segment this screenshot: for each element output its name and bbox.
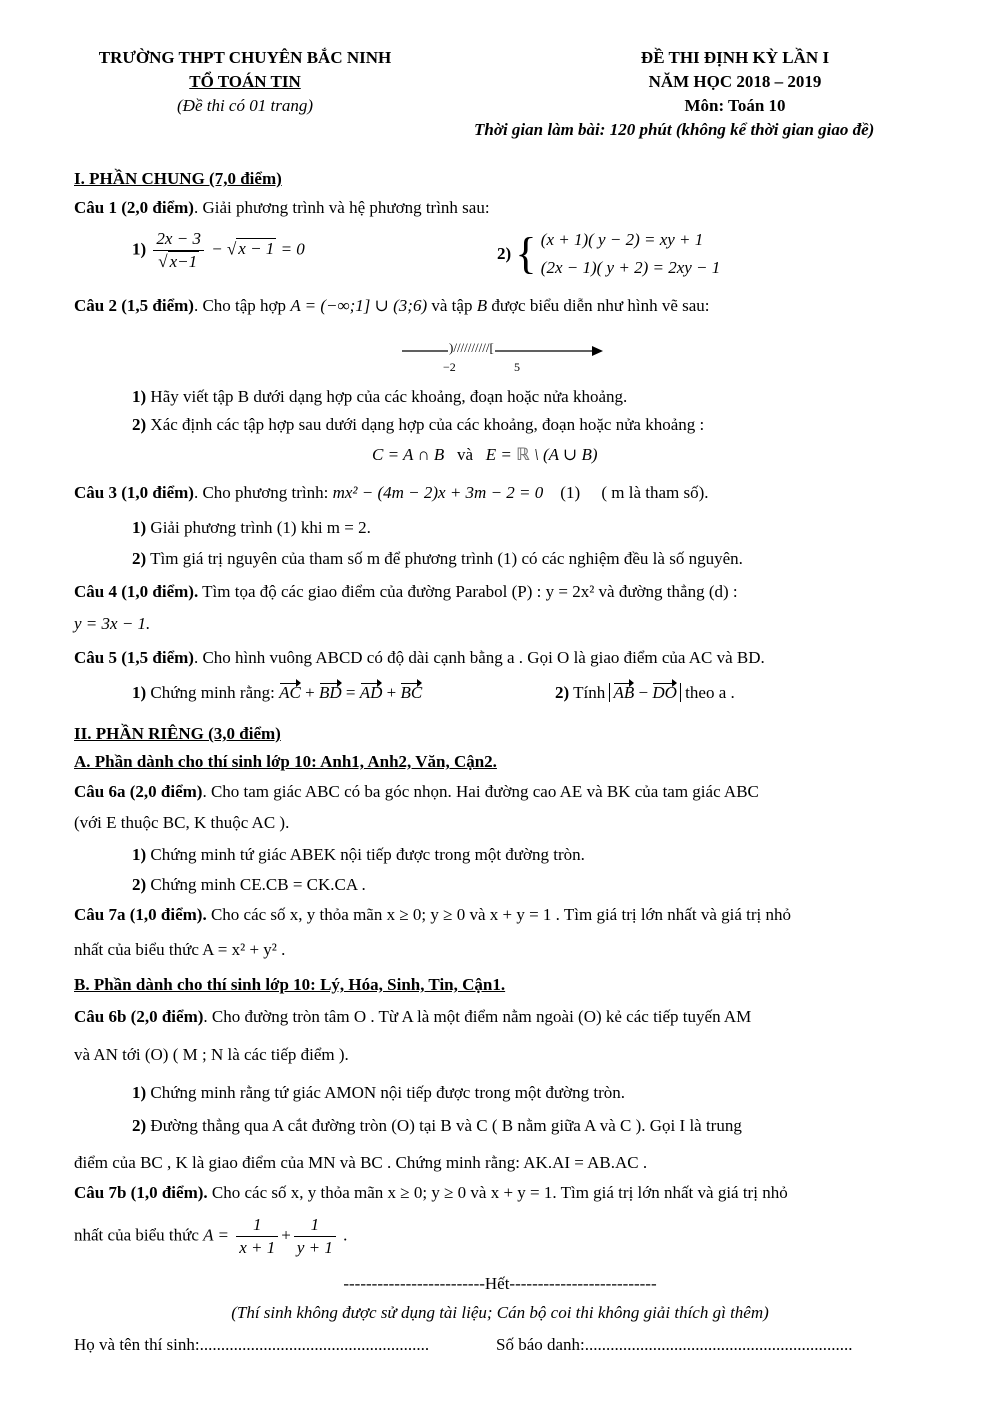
q5-sub2 bbox=[555, 683, 735, 703]
q6b-sub2-cont: điểm của BC , K là giao điểm của MN và BC . Chứng minh rằng: AK.AI = AB.AC . bbox=[74, 1153, 648, 1172]
q6b-sub1-text: Chứng minh rằng tứ giác AMON nội tiếp được trong một đường tròn. bbox=[146, 1083, 626, 1102]
vector-BC: BC bbox=[400, 683, 423, 702]
subject: Môn: Toán 10 bbox=[684, 96, 786, 115]
q7b-text-a: Cho các số x, y thỏa mãn x ≥ 0; y ≥ 0 và x + y = 1. Tìm giá trị lớn nhất và giá trị nhỏ bbox=[207, 1183, 788, 1202]
q3-equation: mx² − (4m − 2)x + 3m − 2 = 0 bbox=[332, 483, 544, 502]
q3-sub1-text: Giải phương trình (1) khi m = 2. bbox=[146, 518, 371, 537]
q1-part1: 1) $\frac{2x - 3}{√ x-1}$ − √ x − 1 = 0 bbox=[132, 229, 305, 271]
q3-sub2-number: 2) bbox=[132, 549, 147, 568]
q1-p1-sqrt: x − 1 bbox=[238, 239, 275, 259]
partB-title: B. Phần dành cho thí sinh lớp 10: Lý, Hóa, Sinh, Tin, Cận1. bbox=[74, 975, 506, 994]
q3-sub1 bbox=[132, 518, 371, 538]
q6b-sub2 bbox=[132, 1116, 742, 1136]
q1-part2 bbox=[497, 226, 720, 282]
minus-sign: − bbox=[634, 683, 653, 702]
q2-text-c: được biểu diễn như hình vẽ sau: bbox=[487, 296, 710, 315]
question-7b bbox=[74, 1183, 788, 1203]
q3-equation-number: (1) bbox=[560, 483, 581, 502]
q1-p1-eq: = 0 bbox=[276, 239, 305, 259]
q6b-text-a: . Cho đường tròn tâm O . Từ A là một điểm nằm ngoài (O) kẻ các tiếp tuyến AM bbox=[203, 1007, 752, 1026]
question-5 bbox=[74, 648, 765, 668]
equals-sign: = bbox=[341, 683, 360, 702]
q5-text: . Cho hình vuông ABCD có độ dài cạnh bằng a . Gọi O là giao điểm của AC và BD. bbox=[193, 648, 765, 667]
q6a-sub2-text: Chứng minh CE.CB = CK.CA . bbox=[146, 875, 366, 894]
question-6a bbox=[74, 782, 759, 802]
footer-note: (Thí sinh không được sử dụng tài liệu; Cán bộ coi thi không giải thích gì thêm) bbox=[231, 1303, 769, 1322]
q7b-text-b: nhất của biểu thức bbox=[74, 1225, 204, 1245]
question-7a bbox=[74, 905, 791, 925]
q2-label: Câu 2 (1,5 điểm) bbox=[74, 296, 194, 315]
q2-sub1-text: Hãy viết tập B dưới dạng hợp của các khoảng, đoạn hoặc nửa khoảng. bbox=[146, 387, 628, 406]
q6a-sub2 bbox=[132, 875, 366, 895]
end-marker: -------------------------Hết-------------------------- bbox=[343, 1274, 657, 1293]
q2-sub2-text: Xác định các tập hợp sau dưới dạng hợp của các khoảng, đoạn hoặc nửa khoảng : bbox=[146, 415, 705, 434]
department-name: TỔ TOÁN TIN bbox=[189, 72, 301, 91]
q1-system-line2: (2x − 1)( y + 2) = 2xy − 1 bbox=[540, 258, 721, 277]
q6b-sub2-number: 2) bbox=[132, 1116, 147, 1135]
formula-E-prefix: E = bbox=[485, 445, 517, 464]
q1-text: . Giải phương trình và hệ phương trình sau: bbox=[193, 198, 490, 217]
q1-system-line1: (x + 1)( y − 2) = xy + 1 bbox=[540, 230, 704, 249]
q7a-text-a: Cho các số x, y thỏa mãn x ≥ 0; y ≥ 0 và x + y = 1 . Tìm giá trị lớn nhất và giá trị nhỏ bbox=[206, 905, 791, 924]
q3-sub2 bbox=[132, 549, 743, 569]
q2-sub2 bbox=[132, 415, 704, 435]
exam-title: ĐỀ THI ĐỊNH KỲ LẦN I bbox=[640, 48, 830, 67]
candidate-number-field: Số báo danh:............................................................... bbox=[496, 1335, 853, 1354]
q1-p2-number: 2) bbox=[497, 244, 512, 263]
q1-fraction-den: x−1 bbox=[169, 252, 198, 271]
question-4 bbox=[74, 582, 738, 602]
q2-text-a: . Cho tập hợp bbox=[193, 296, 291, 315]
system-brace: { bbox=[515, 229, 537, 278]
plus-sign: + bbox=[382, 683, 401, 702]
q1-p1-minus: − bbox=[211, 239, 227, 259]
candidate-name-field: Họ và tên thí sinh:...................................................... bbox=[74, 1335, 430, 1354]
q1-fraction: $\frac{2x - 3}{√ x-1}$ bbox=[153, 228, 204, 273]
q7a-text-b: nhất của biểu thức A = x² + y² . bbox=[74, 940, 286, 959]
q2-sub1-number: 1) bbox=[132, 387, 147, 406]
q5-sub2-text-b: theo a . bbox=[680, 683, 735, 702]
q2-set-B: B bbox=[476, 296, 488, 315]
q3-label: Câu 3 (1,0 điểm) bbox=[74, 483, 194, 502]
number-line-label-right: 5 bbox=[514, 360, 520, 374]
school-year: NĂM HỌC 2018 – 2019 bbox=[648, 72, 822, 91]
q7b-dot: . bbox=[338, 1225, 348, 1245]
q3-param-note: ( m là tham số). bbox=[601, 483, 709, 502]
q5-sub2-number: 2) bbox=[555, 683, 570, 702]
q4-text-a: Tìm tọa độ các giao điểm của đường Parabol (P) : y = 2x² và đường thẳng (d) : bbox=[198, 582, 738, 601]
plus-sign: + bbox=[300, 683, 319, 702]
page-count-note: (Đề thi có 01 trang) bbox=[177, 96, 313, 115]
vector-AB: AB bbox=[613, 683, 635, 702]
q7b-f1-den: x + 1 bbox=[239, 1238, 276, 1257]
formula-and: và bbox=[457, 445, 474, 464]
number-line-arrow bbox=[592, 346, 603, 356]
question-6b bbox=[74, 1007, 751, 1027]
q7b-label: Câu 7b (1,0 điểm). bbox=[74, 1183, 208, 1202]
q6b-sub1 bbox=[132, 1083, 625, 1103]
q6b-sub1-number: 1) bbox=[132, 1083, 147, 1102]
q2-set-A: A = (−∞;1] ∪ (3;6) bbox=[290, 296, 428, 315]
q6a-label: Câu 6a (2,0 điểm) bbox=[74, 782, 203, 801]
question-2 bbox=[74, 296, 710, 316]
partA-title: A. Phần dành cho thí sinh lớp 10: Anh1, Anh2, Văn, Cận2. bbox=[74, 752, 497, 771]
q5-sub2-text-a: Tính bbox=[569, 683, 610, 702]
q6a-text-a: . Cho tam giác ABC có ba góc nhọn. Hai đường cao AE và BK của tam giác ABC bbox=[202, 782, 759, 801]
formula-E-suffix: \ (A ∪ B) bbox=[529, 445, 598, 464]
formula-C: C = A ∩ B bbox=[372, 445, 445, 464]
q2-formulas bbox=[372, 445, 598, 465]
q2-sub2-number: 2) bbox=[132, 415, 147, 434]
q5-sub1 bbox=[132, 683, 422, 703]
q6b-label: Câu 6b (2,0 điểm) bbox=[74, 1007, 204, 1026]
q7a-label: Câu 7a (1,0 điểm). bbox=[74, 905, 207, 924]
school-name: TRƯỜNG THPT CHUYÊN BẮC NINH bbox=[98, 48, 392, 67]
question-1 bbox=[74, 198, 490, 218]
q6a-sub1-text: Chứng minh tứ giác ABEK nội tiếp được trong một đường tròn. bbox=[146, 845, 585, 864]
q4-line-equation: y = 3x − 1. bbox=[74, 614, 151, 633]
number-line-label-left: −2 bbox=[443, 360, 456, 374]
q2-text-b: và tập bbox=[427, 296, 477, 315]
q6a-sub2-number: 2) bbox=[132, 875, 147, 894]
absolute-value bbox=[609, 683, 680, 702]
q3-sub2-text: Tìm giá trị nguyên của tham số m để phương trình (1) có các nghiệm đều là số nguyên. bbox=[146, 549, 743, 568]
number-line bbox=[396, 338, 616, 378]
q7b-expression bbox=[74, 1214, 347, 1259]
q5-sub1-text: Chứng minh rằng: bbox=[146, 683, 280, 702]
q7b-f2-num: 1 bbox=[294, 1214, 336, 1237]
q7b-fraction-1 bbox=[236, 1214, 278, 1259]
vector-AD: AD bbox=[359, 683, 383, 702]
q5-sub1-number: 1) bbox=[132, 683, 147, 702]
q6b-text-b: và AN tới (O) ( M ; N là các tiếp điểm ). bbox=[74, 1045, 349, 1064]
q1-p1-number: 1) bbox=[132, 239, 147, 259]
plus-sign: + bbox=[281, 1225, 291, 1245]
q7b-f1-num: 1 bbox=[236, 1214, 278, 1237]
q1-label: Câu 1 (2,0 điểm) bbox=[74, 198, 194, 217]
part2-title: II. PHẦN RIÊNG (3,0 điểm) bbox=[74, 724, 281, 743]
q6a-sub1-number: 1) bbox=[132, 845, 147, 864]
q6a-sub1 bbox=[132, 845, 585, 865]
time-allowed: Thời gian làm bài: 120 phút (không kể thời gian giao đề) bbox=[474, 120, 875, 139]
vector-BD: BD bbox=[318, 683, 342, 702]
q3-text: . Cho phương trình: bbox=[193, 483, 333, 502]
q2-sub1 bbox=[132, 387, 627, 407]
q3-sub1-number: 1) bbox=[132, 518, 147, 537]
q6b-sub2-text: Đường thẳng qua A cắt đường tròn (O) tại B và C ( B nằm giữa A và C ). Gọi I là trung bbox=[146, 1116, 742, 1135]
question-3 bbox=[74, 483, 709, 503]
q6a-text-b: (với E thuộc BC, K thuộc AC ). bbox=[74, 813, 290, 832]
q1-fraction-num: 2x − 3 bbox=[153, 228, 204, 251]
q4-label: Câu 4 (1,0 điểm). bbox=[74, 582, 199, 601]
q7b-A-eq: A = bbox=[203, 1225, 234, 1245]
q5-label: Câu 5 (1,5 điểm) bbox=[74, 648, 194, 667]
q7b-fraction-2 bbox=[294, 1214, 336, 1259]
vector-DO: DO bbox=[652, 683, 677, 702]
part1-title: I. PHẦN CHUNG (7,0 điểm) bbox=[74, 169, 282, 188]
q7b-f2-den: y + 1 bbox=[296, 1238, 333, 1257]
number-line-hatch: )//////////[ bbox=[449, 340, 494, 355]
vector-AC: AC bbox=[279, 683, 301, 702]
real-numbers-symbol: ℝ bbox=[516, 445, 530, 465]
